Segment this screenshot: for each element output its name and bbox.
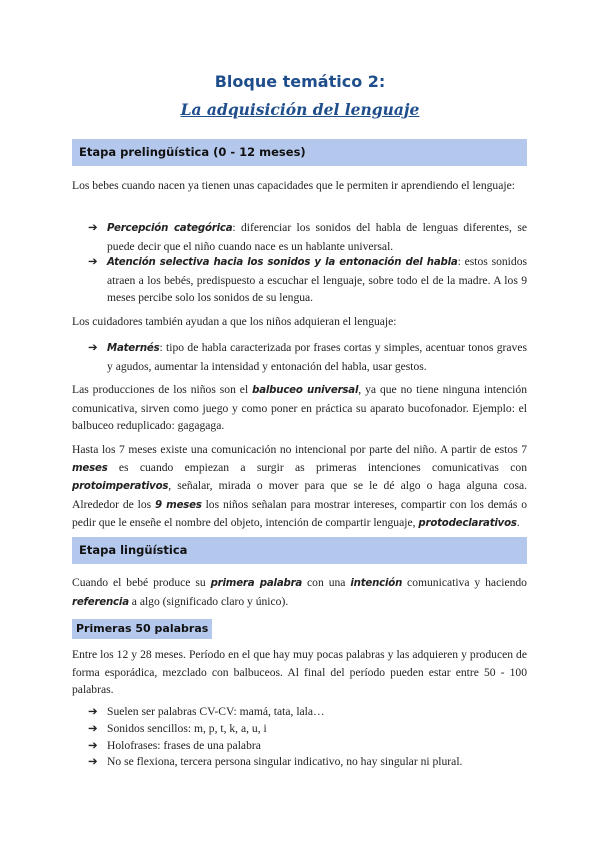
paragraph-intenciones: Hasta los 7 meses existe una comunicación no intencional por parte del niño. A partir de estos 7 meses es cuando empiezan a surgir as primeras intenciones comunicativas con protoimperativos, señalar, mirada o mover para que se le dé algo o haga alguna cosa. Alrededor de los 9 meses los niños señalan para mostrar intereses, compartir con los demás o pedir que le enseñe el nombre del objeto, intención de compartir lenguaje, protodeclarativos. (72, 443, 527, 530)
keyword: referencia (72, 596, 129, 608)
list-item: ➔ Suelen ser palabras CV-CV: mamá, tata, lala… (88, 705, 325, 718)
arrow-bullet-icon: ➔ (88, 221, 98, 234)
keyword: meses (72, 462, 108, 474)
arrow-bullet-icon: ➔ (88, 739, 98, 752)
paragraph-intro: Los bebes cuando nacen ya tienen unas capacidades que le permiten ir aprendiendo el lenguaje: (72, 179, 515, 192)
keyword: primera palabra (210, 578, 303, 589)
paragraph-cuidadores: Los cuidadores también ayudan a que los niños adquieran el lenguaje: (72, 315, 397, 328)
arrow-bullet-icon: ➔ (88, 255, 98, 268)
bullet-maternes: ➔ Maternés: tipo de habla caracterizada por frases cortas y simples, acentuar tonos graves y agudos, aumentar la intensidad y entonación del habla, usar gestos. (88, 341, 527, 373)
arrow-bullet-icon: ➔ (88, 722, 98, 735)
document-title: Bloque temático 2: (214, 72, 386, 91)
keyword: 9 meses (155, 499, 202, 511)
keyword: protoimperativos (72, 481, 169, 493)
keyword: Atención selectiva hacia los sonidos y la entonación del habla (107, 257, 458, 268)
subsection-heading-primeras-palabras: Primeras 50 palabras (72, 619, 212, 639)
list-item: ➔ Sonidos sencillos: m, p, t, k, a, u, i (88, 722, 267, 735)
document-subtitle: La adquisición del lenguaje (180, 100, 420, 119)
bullet-atencion: ➔ Atención selectiva hacia los sonidos y la entonación del habla: estos sonidos atraen a los bebés, predispuesto a escuchar el lenguaje, sobre todo el de la madre. A los 9 meses percibe solo los sonidos de su lengua. (88, 255, 527, 305)
keyword: protodeclarativos (418, 518, 517, 530)
list-item: ➔ Holofrases: frases de una palabra (88, 739, 261, 752)
arrow-bullet-icon: ➔ (88, 341, 98, 354)
section-heading-prelinguistica: Etapa prelingüística (0 - 12 meses) (72, 139, 527, 166)
list-item: ➔ No se flexiona, tercera persona singular indicativo, no hay singular ni plural. (88, 755, 463, 768)
paragraph-primera-palabra: Cuando el bebé produce su primera palabra con una intención comunicativa y haciendo referencia a algo (significado claro y único). (72, 576, 527, 608)
keyword: balbuceo universal (252, 385, 359, 396)
arrow-bullet-icon: ➔ (88, 755, 98, 768)
section-heading-linguistica: Etapa lingüística (72, 537, 527, 564)
keyword: Maternés (107, 343, 160, 354)
bullet-percepcion: ➔ Percepción categórica: diferenciar los sonidos del habla de lenguas diferentes, se puede decir que el niño cuando nace es un hablante universal. (88, 221, 527, 253)
arrow-bullet-icon: ➔ (88, 705, 98, 718)
paragraph-primeras-palabras: Entre los 12 y 28 meses. Período en el que hay muy pocas palabras y las adquieren y producen de forma esporádica, mezclado con balbuceos. Al final del período pueden estar entre 50 - 100 palabras. (72, 648, 527, 697)
keyword: intención (350, 578, 403, 589)
paragraph-balbuceo: Las producciones de los niños son el balbuceo universal, ya que no tiene ninguna intención comunicativa, sirven como juego y como poner en práctica su aparato bucofonador. Ejemplo: el balbuceo reduplicado: gagagaga. (72, 383, 528, 433)
keyword: Percepción categórica (107, 223, 233, 234)
